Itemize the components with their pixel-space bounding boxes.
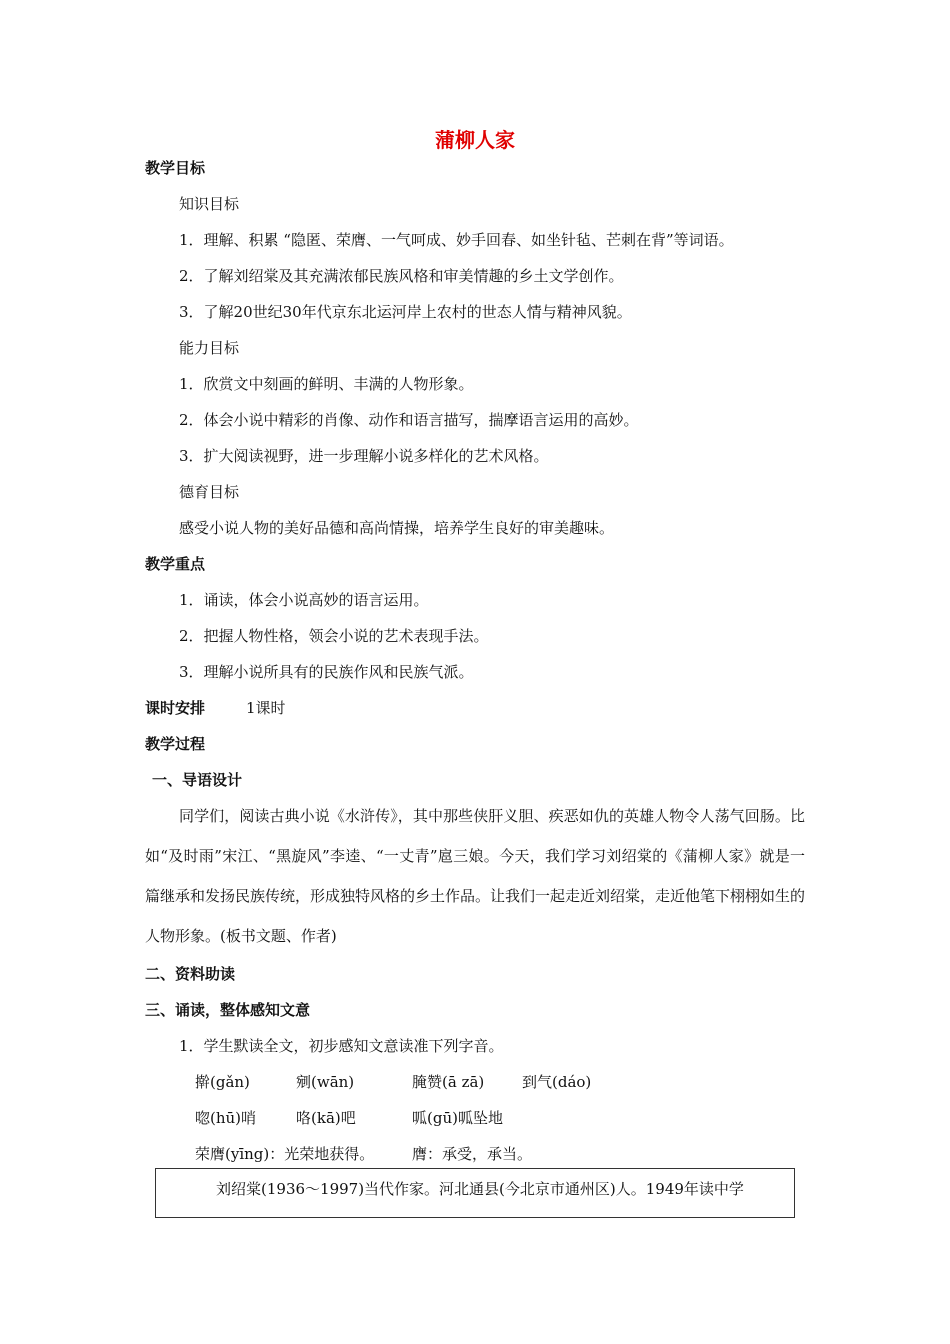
author-bio-box <box>155 1168 795 1218</box>
moral-text: 感受小说人物的美好品德和高尚情操，培养学生良好的审美趣味。 <box>179 519 615 537</box>
section-heading-process: 教学过程 <box>145 735 206 753</box>
process-materials-heading: 二、资料助读 <box>145 965 236 983</box>
definition-item: 荣膺(yīng)：光荣地获得。 <box>195 1145 375 1163</box>
subheading-knowledge: 知识目标 <box>179 195 240 213</box>
ability-item-2: 2．体会小说中精彩的肖像、动作和语言描写，揣摩语言运用的高妙。 <box>179 411 639 429</box>
focus-item-3: 3．理解小说所具有的民族作风和民族气派。 <box>179 663 474 681</box>
schedule-value: 1课时 <box>246 699 286 717</box>
pinyin-item: 擀(gǎn) <box>195 1073 250 1091</box>
pinyin-item: 唿(hū)哨 <box>195 1109 257 1127</box>
focus-item-1: 1．诵读，体会小说高妙的语言运用。 <box>179 591 429 609</box>
subheading-moral: 德育目标 <box>179 483 240 501</box>
process-intro-heading: 一、导语设计 <box>152 771 243 789</box>
pinyin-item: 咯(kā)吧 <box>296 1109 356 1127</box>
knowledge-item-1: 1．理解、积累 “隐匿、荣膺、一气呵成、妙手回春、如坐针毡、芒刺在背”等词语。 <box>179 231 734 249</box>
section-heading-goals: 教学目标 <box>145 159 206 177</box>
document-title: 蒲柳人家 <box>435 128 515 152</box>
reading-step-1: 1．学生默读全文，初步感知文意读准下列字音。 <box>179 1037 504 1055</box>
author-bio-text: 刘绍棠(1936～1997)当代作家。河北通县(今北京市通州区)人。1949年读中学 <box>216 1180 744 1198</box>
intro-paragraph: 同学们，阅读古典小说《水浒传》，其中那些侠肝义胆、疾恶如仇的英雄人物令人荡气回肠。比如“及时雨”宋江、“黑旋风”李逵、“一丈青”扈三娘。今天，我们学习刘绍棠的《蒲柳人家》就是一篇继承和发扬民族传统，形成独特风格的乡土作品。让我们一起走近刘绍棠，走近他笔下栩栩如生的人物形象。(板书文题、作者) <box>145 807 806 945</box>
definition-item: 膺：承受，承当。 <box>412 1145 533 1163</box>
pinyin-item: 到气(dáo) <box>522 1073 592 1091</box>
knowledge-item-2: 2．了解刘绍棠及其充满浓郁民族风格和审美情趣的乡土文学创作。 <box>179 267 624 285</box>
pinyin-item: 剜(wān) <box>296 1073 355 1091</box>
section-heading-focus: 教学重点 <box>145 555 206 573</box>
knowledge-item-3: 3．了解20世纪30年代京东北运河岸上农村的世态人情与精神风貌。 <box>179 303 632 321</box>
process-reading-heading: 三、诵读，整体感知文意 <box>145 1001 311 1019</box>
ability-item-3: 3．扩大阅读视野，进一步理解小说多样化的艺术风格。 <box>179 447 549 465</box>
subheading-ability: 能力目标 <box>179 339 240 357</box>
ability-item-1: 1．欣赏文中刻画的鲜明、丰满的人物形象。 <box>179 375 474 393</box>
pinyin-item: 呱(gū)呱坠地 <box>412 1109 503 1127</box>
pinyin-item: 腌赞(ā zā) <box>412 1073 485 1091</box>
section-heading-schedule: 课时安排 <box>145 699 206 717</box>
focus-item-2: 2．把握人物性格，领会小说的艺术表现手法。 <box>179 627 489 645</box>
